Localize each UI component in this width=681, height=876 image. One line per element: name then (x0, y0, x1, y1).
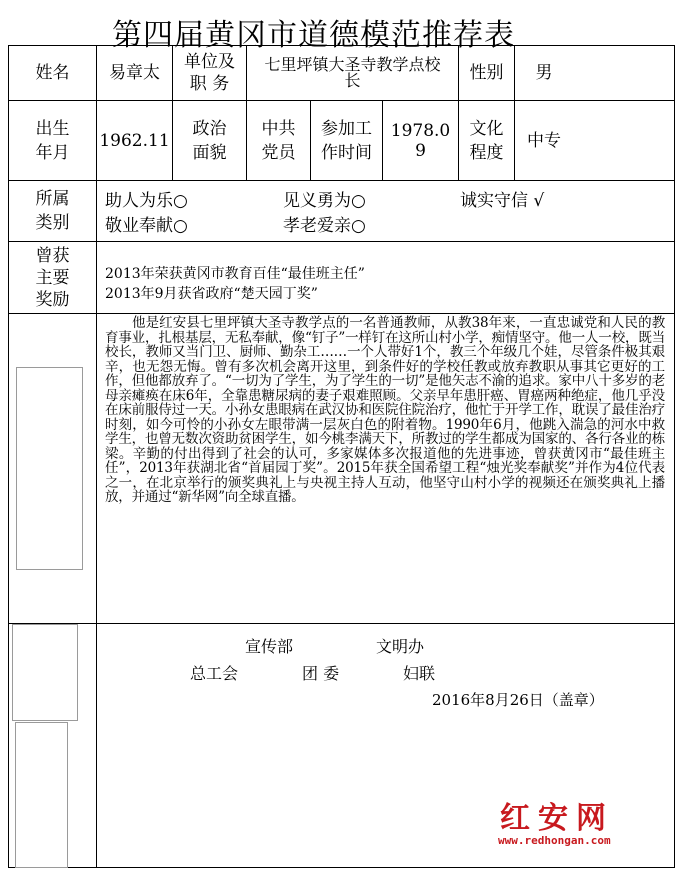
approval-date: 2016年8月26日（盖章） (432, 691, 604, 709)
education-label: 文化 程度 (469, 118, 504, 163)
award-item: 2013年荣获黄冈市教育百佳“最佳班主任” (105, 266, 365, 282)
approval-org: 妇联 (403, 664, 436, 683)
name-label: 姓名 (35, 63, 70, 83)
photo-placeholder (15, 722, 68, 868)
birth-label: 出生 年月 (35, 118, 70, 163)
award-item: 2013年9月获省政府“楚天园丁奖” (105, 286, 318, 302)
category-label: 所属 类别 (35, 189, 70, 233)
work-time-label: 参加工 作时间 (321, 118, 372, 163)
row-divider (8, 313, 675, 314)
photo-placeholder (16, 367, 83, 570)
work-time-value: 1978.0 9 (390, 120, 451, 161)
category-option: 助人为乐○ (105, 191, 188, 211)
gender-value: 男 (535, 63, 553, 83)
politics-value: 中共 党员 (261, 118, 296, 163)
gender-label: 性别 (469, 63, 504, 83)
category-option: 敬业奉献○ (105, 216, 188, 236)
deeds-text: 他是红安县七里坪镇大圣寺教学点的一名普通教师，从教38年来，一直忠诚党和人民的教育事业，扎根基层，无私奉献，像“钉子”一样钉在这所山村小学，痴情坚守。他一人一校，既当校长，教师又当门卫、厨师、勤杂工……一个人带好1个，教三个年级几个娃，尽管条件极其艰辛，也无怨无悔。曾有多次机会离开这里，到条件好的学校任教或放弃教职从事其它更好的工作，但他都放弃了。“一切为了学生，为了学生的一切”是他矢志不渝的追求。家中八十多岁的老母亲瘫痪在床6年，全靠患糖尿病的妻子艰难照顾。父亲早年患肝癌、胃癌两种绝症，他几乎没在床前服侍过一天。小孙女患眼病在武汉协和医院住院治疗，他忙于开学工作，耽误了最佳治疗时刻，如今可怜的小孙女左眼带满一层灰白色的附着物。1990年6月，他跳入湍急的河水中救学生，也曾无数次资助贫困学生，如今桃李满天下，所教过的学生都成为国家的、各行各业的栋梁。辛勤的付出得到了社会的认可，多家媒体多次报道他的先进事迹，曾获黄冈市“最佳班主任”，2013年获湖北省“首届园丁奖”。2015年获全国希望工程“烛光奖奉献奖”并作为4位代表之一，在北京举行的颁奖典礼上与央视主持人互动，他坚守山村小学的视频还在颁奖典礼上播放，并通过“新华网”向全球直播。 (105, 315, 665, 505)
photo-placeholder (12, 624, 78, 721)
row-divider (8, 623, 675, 624)
position-label: 单位及 职 务 (184, 52, 235, 94)
education-value: 中专 (527, 130, 561, 151)
category-option: 见义勇为○ (283, 191, 366, 211)
category-option: 孝老爱亲○ (283, 216, 366, 236)
site-logo: 红安网 (500, 801, 614, 836)
row-divider (8, 241, 675, 242)
approval-org: 宣传部 (245, 637, 294, 656)
page-title: 第四届黄冈市道德模范推荐表 (112, 18, 515, 53)
category-option: 诚实守信 √ (460, 191, 545, 211)
name-value: 易章太 (109, 63, 160, 83)
position-value: 七里坪镇大圣寺教学点校长 (264, 55, 441, 90)
approval-org: 文明办 (376, 637, 425, 656)
birth-value: 1962.11 (99, 130, 170, 151)
site-url: www.redhongan.com (498, 834, 611, 847)
approval-org: 总工会 (190, 664, 239, 683)
approval-org: 团 委 (302, 664, 340, 683)
row-divider (8, 180, 675, 181)
politics-label: 政治 面貌 (192, 118, 227, 163)
awards-label: 曾获 主要 奖励 (35, 245, 70, 310)
